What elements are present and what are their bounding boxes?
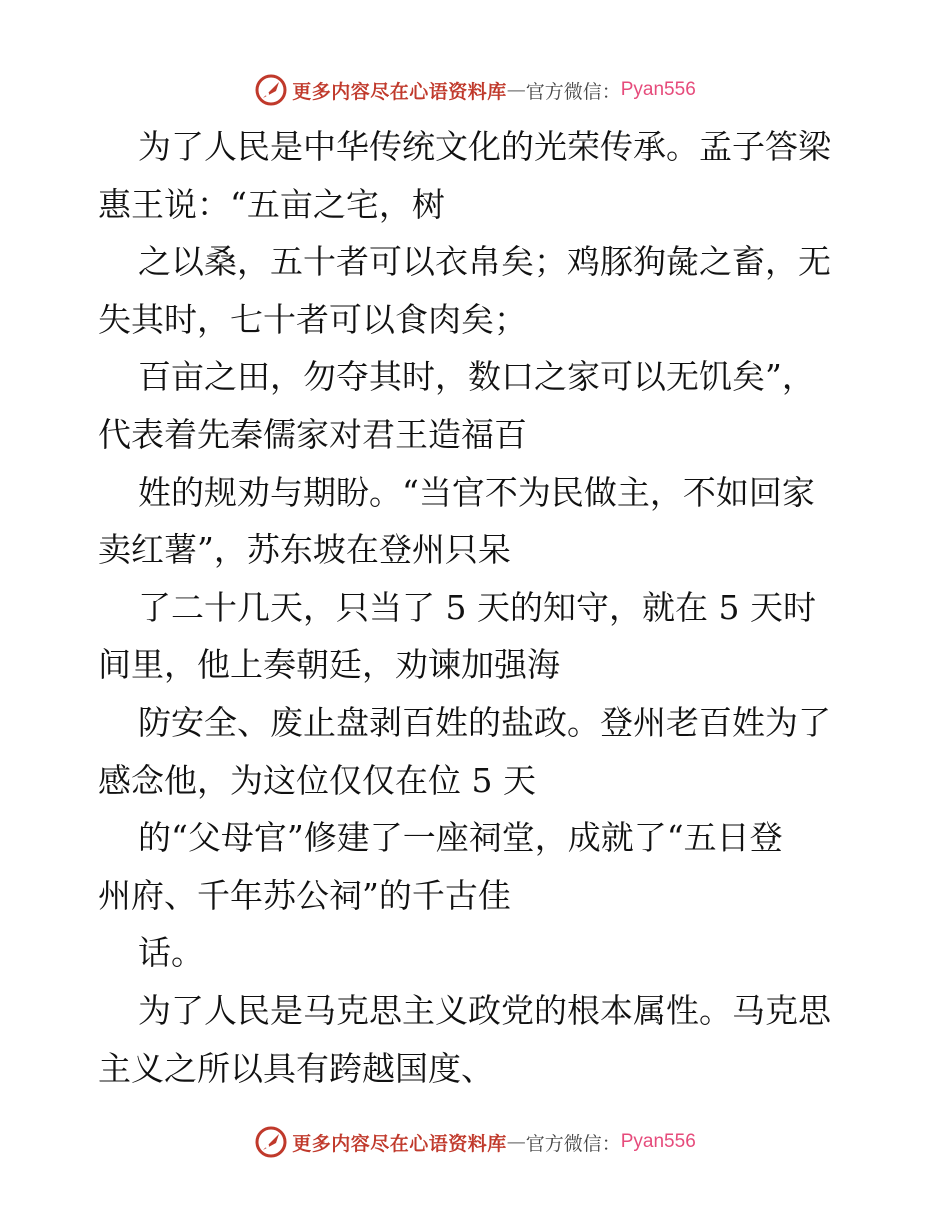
document-body [98,118,858,1097]
wechat-label: 官方微信： [525,1132,621,1155]
watermark-text: 更多内容尽在心语资料库 [292,80,507,103]
text-line: 失其时，七十者可以食肉矣； [98,299,527,339]
text-line: 为了人民是中华传统文化的光荣传承。孟子答梁 [138,127,831,166]
text-line: 的“父母官”修建了一座祠堂，成就了“五日登 [138,818,783,858]
footer-watermark [0,1122,950,1162]
watermark-separator: — [506,1131,526,1153]
watermark-separator: — [506,79,526,101]
text-line: 主义之所以具有跨越国度、 [98,1048,494,1088]
text-line: 百亩之田，勿夺其时，数口之家可以无饥矣”， [138,357,815,397]
text-line: 为了人民是马克思主义政党的根本属性。马克思 [138,990,831,1030]
text-line: 感念他，为这位仅仅在位 5 天 [98,760,536,800]
text-line: 州府、千年苏公祠”的千古佳 [98,875,511,915]
quill-logo-icon [254,73,288,107]
wechat-id: Pyan556 [620,79,696,100]
watermark-text: 更多内容尽在心语资料库 [292,1132,507,1155]
text-line: 代表着先秦儒家对君王造福百 [98,414,527,454]
quill-logo-icon [254,1125,288,1159]
text-line: 姓的规劝与期盼。“当官不为民做主，不如回家 [138,472,815,512]
text-line: 卖红薯”，苏东坡在登州只呆 [98,530,511,570]
text-line: 惠王说：“五亩之宅，树 [98,184,445,224]
text-line: 间里，他上奏朝廷，劝谏加强海 [98,645,560,685]
wechat-id: Pyan556 [620,1131,696,1152]
wechat-label: 官方微信： [525,80,621,103]
text-line: 之以桑，五十者可以衣帛矣；鸡豚狗彘之畜，无 [138,242,831,282]
header-watermark [0,70,950,110]
text-line: 了二十几天，只当了 5 天的知守，就在 5 天时 [138,587,816,627]
text-line: 话。 [138,933,204,973]
text-line: 防安全、废止盘剥百姓的盐政。登州老百姓为了 [138,702,831,742]
